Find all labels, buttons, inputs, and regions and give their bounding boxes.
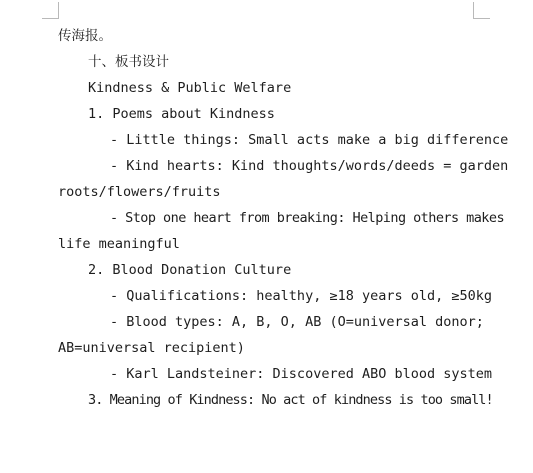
outline-item-blood-donation: 2. Blood Donation Culture bbox=[88, 262, 292, 278]
section-heading-blackboard-design: 十、板书设计 bbox=[88, 54, 169, 70]
outline-subitem-kind-hearts: - Kind hearts: Kind thoughts/words/deeds = garden bbox=[110, 158, 509, 174]
outline-item-meaning-of-kindness: 3. Meaning of Kindness: No act of kindness is too small! bbox=[88, 392, 493, 408]
outline-subitem-stop-one-heart: - Stop one heart from breaking: Helping others makes bbox=[110, 210, 505, 226]
outline-subitem-kind-hearts-continued: roots/flowers/fruits bbox=[58, 184, 221, 200]
outline-subitem-blood-types: - Blood types: A, B, O, AB (O=universal donor; bbox=[110, 314, 484, 330]
margin-corner-mark-left bbox=[42, 2, 59, 19]
outline-subitem-landsteiner: - Karl Landsteiner: Discovered ABO blood system bbox=[110, 366, 493, 382]
blackboard-title: Kindness & Public Welfare bbox=[88, 80, 292, 96]
outline-item-poems: 1. Poems about Kindness bbox=[88, 106, 275, 122]
outline-subitem-little-things: - Little things: Small acts make a big difference bbox=[110, 132, 509, 148]
text-line-poster-ending: 传海报。 bbox=[58, 28, 112, 44]
margin-corner-mark-right bbox=[473, 2, 490, 19]
outline-subitem-qualifications: - Qualifications: healthy, ≥18 years old, ≥50kg bbox=[110, 288, 493, 304]
outline-subitem-blood-types-continued: AB=universal recipient) bbox=[58, 340, 245, 356]
outline-subitem-stop-one-heart-continued: life meaningful bbox=[58, 236, 180, 252]
